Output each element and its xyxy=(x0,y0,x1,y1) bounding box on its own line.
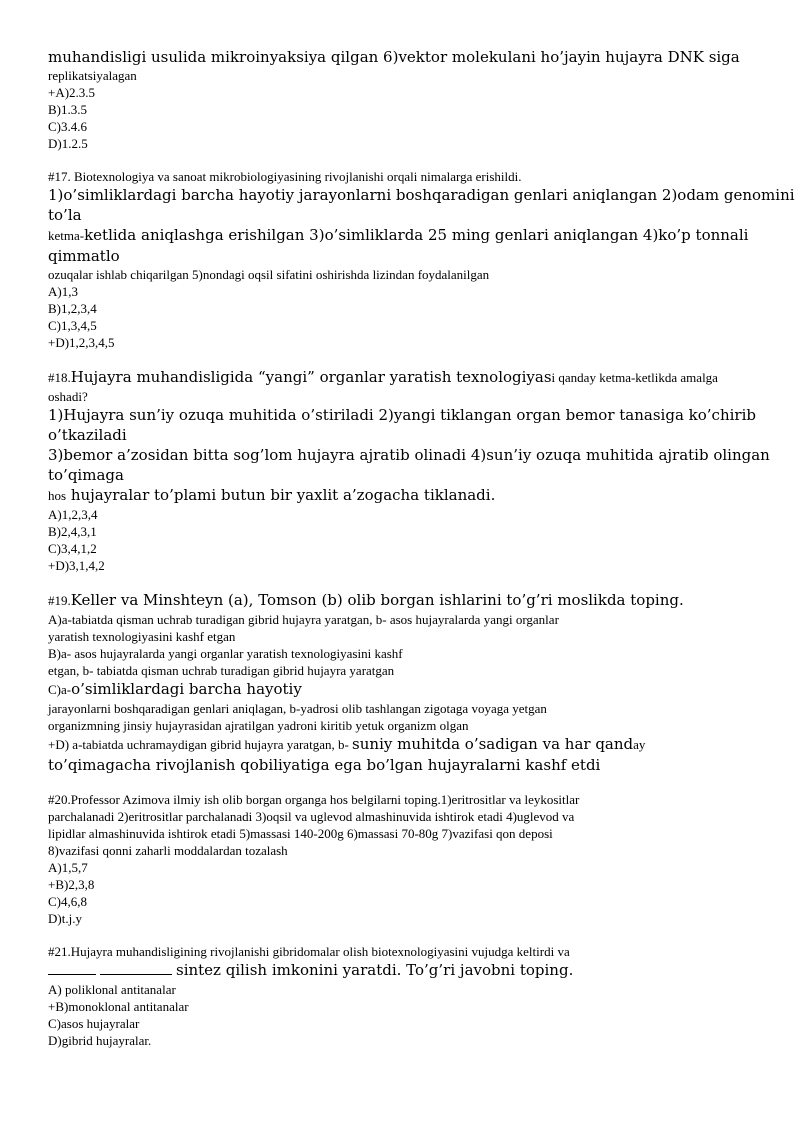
q16-text-line-1: muhandisligi usulida mikroinyaksiya qilgan 6)vektor molekulani ho’jayin hujayra DNK siga xyxy=(48,48,740,66)
q20-text-line-4: 8)vazifasi qonni zaharli moddalardan tozalash xyxy=(48,843,288,858)
q18-option-c: C)3,4,1,2 xyxy=(48,541,97,556)
q17-line-3-rest: ketlida aniqlashga erishilgan 3)o’simliklarda 25 ming genlari aniqlangan 4)ko’p tonnali xyxy=(84,226,749,244)
question-21 xyxy=(48,943,758,1049)
q17-text-line-2: to’la xyxy=(48,206,82,224)
q19-option-c-rest: o’simliklardagi barcha hayotiy xyxy=(71,680,302,698)
q20-text-line-3: lipidlar almashinuvida ishtirok etadi 5)massasi 140-200g 6)massasi 70-80g 7)vazifasi qon deposi xyxy=(48,826,553,841)
q18-heading-main: Hujayra muhandisligida “yangi” organlar yaratish texnologiyas xyxy=(70,368,552,386)
q18-line-5-rest: hujayralar to’plami butun bir yaxlit a’zogacha tiklanadi. xyxy=(66,486,496,504)
q19-option-c-line-3: organizmning jinsiy hujayrasidan ajratilgan yadroni kiritib yetuk organizm olgan xyxy=(48,718,469,733)
q21-blank-2 xyxy=(100,962,172,975)
q17-option-d: +D)1,2,3,4,5 xyxy=(48,335,115,350)
q16-option-c: C)3.4.6 xyxy=(48,119,87,134)
q19-option-d-line-1 xyxy=(48,734,758,755)
q19-heading-main: Keller va Minshteyn (a), Tomson (b) olib borgan ishlarini to’g’ri moslikda toping. xyxy=(70,591,684,609)
q17-text-line-4: qimmatlo xyxy=(48,247,120,265)
q17-heading: #17. Biotexnologiya va sanoat mikrobiologiyasining rivojlanishi orqali nimalarga erishildi. xyxy=(48,169,522,184)
q20-option-d: D)t.j.y xyxy=(48,911,82,926)
q19-option-b-line-2: etgan, b- tabiatda qisman uchrab turadigan gibrid hujayra yaratgan xyxy=(48,663,395,678)
q18-heading-line-2: oshadi? xyxy=(48,389,88,404)
q18-option-b: B)2,4,3,1 xyxy=(48,524,97,539)
q20-option-c: C)4,6,8 xyxy=(48,894,87,909)
q18-option-a: A)1,2,3,4 xyxy=(48,507,98,522)
q18-text-line-5 xyxy=(48,485,758,506)
q20-text-line-1: #20.Professor Azimova ilmiy ish olib borgan organga hos belgilarni toping.1)eritrositlar va leykositlar xyxy=(48,792,580,807)
question-16-tail xyxy=(48,47,758,152)
q21-text-line-2-rest: sintez qilish imkonini yaratdi. To’g’ri javobni toping. xyxy=(176,961,574,979)
q20-option-b: +B)2,3,8 xyxy=(48,877,95,892)
q18-text-line-4: to’qimaga xyxy=(48,466,124,484)
q18-option-d: +D)3,1,4,2 xyxy=(48,558,105,573)
q17-option-b: B)1,2,3,4 xyxy=(48,301,97,316)
question-20 xyxy=(48,791,758,927)
q18-heading-tail: i qanday ketma-ketlikda amalga xyxy=(551,370,718,385)
q19-option-a-line-1: A)a-tabiatda qisman uchrab turadigan gibrid hujayra yaratgan, b- asos hujayralarda yangi organlar xyxy=(48,612,559,627)
q18-heading xyxy=(48,367,758,388)
q17-option-a: A)1,3 xyxy=(48,284,78,299)
q19-option-b-line-1: B)a- asos hujayralarda yangi organlar yaratish texnologiyasini kashf xyxy=(48,646,403,661)
q19-option-a-line-2: yaratish texnologiyasini kashf etgan xyxy=(48,629,236,644)
q19-option-d-line-2: to’qimagacha rivojlanish qobiliyatiga ega bo’lgan hujayralarni kashf etdi xyxy=(48,756,601,774)
q17-text-line-5: ozuqalar ishlab chiqarilgan 5)nondagi oqsil sifatini oshirishda lizindan foydalanilgan xyxy=(48,267,490,282)
q21-option-a: A) poliklonal antitanalar xyxy=(48,982,176,997)
q21-option-c: C)asos hujayralar xyxy=(48,1016,140,1031)
q17-option-c: C)1,3,4,5 xyxy=(48,318,97,333)
q18-text-line-3: 3)bemor a’zosidan bitta sog’lom hujayra ajratib olinadi 4)sun’iy ozuqa muhitida ajratib olingan xyxy=(48,446,770,464)
q17-text-line-1: 1)o’simliklardagi barcha hayotiy jarayonlarni boshqaradigan genlari aniqlangan 2)odam genomini xyxy=(48,186,795,204)
q21-blank-1 xyxy=(48,962,96,975)
q21-option-b: +B)monoklonal antitanalar xyxy=(48,999,189,1014)
q18-line-5-prefix: hos xyxy=(48,488,67,503)
q16-option-b: B)1.3.5 xyxy=(48,102,87,117)
question-18 xyxy=(48,367,770,574)
q16-text-line-2: replikatsiyalagan xyxy=(48,68,137,83)
q18-number: #18. xyxy=(48,370,71,385)
q20-text-line-2: parchalanadi 2)eritrositlar parchalanadi 3)oqsil va uglevod almashinuvida ishtirok etadi 4)uglevod va xyxy=(48,809,575,824)
q20-option-a: A)1,5,7 xyxy=(48,860,88,875)
question-17 xyxy=(48,168,795,351)
q19-number: #19. xyxy=(48,593,71,608)
q19-option-d-main: suniy muhitda o’sadigan va har qand xyxy=(352,735,634,753)
q17-text-line-3 xyxy=(48,225,758,246)
q21-option-d: D)gibrid hujayralar. xyxy=(48,1033,152,1048)
q19-heading xyxy=(48,590,758,611)
q19-option-d-prefix: +D) a-tabiatda uchramaydigan gibrid hujayra yaratgan, b- xyxy=(48,737,353,752)
q19-option-c-prefix: C)a- xyxy=(48,682,72,697)
question-19 xyxy=(48,590,758,775)
q19-option-d-tail: ay xyxy=(633,737,646,752)
q16-option-a: +A)2.3.5 xyxy=(48,85,96,100)
q19-option-c-line-1 xyxy=(48,679,758,700)
q17-line-3-prefix: ketma- xyxy=(48,228,85,243)
q16-option-d: D)1.2.5 xyxy=(48,136,88,151)
document-page xyxy=(48,47,795,1049)
q18-text-line-2: o’tkaziladi xyxy=(48,426,127,444)
q21-text-line-2 xyxy=(48,960,758,981)
q19-option-c-line-2: jarayonlarni boshqaradigan genlari aniqlagan, b-yadrosi olib tashlangan zigotaga voyaga yetgan xyxy=(48,701,547,716)
q18-text-line-1: 1)Hujayra sun’iy ozuqa muhitida o’stiriladi 2)yangi tiklangan organ bemor tanasiga ko’chirib xyxy=(48,406,756,424)
q21-text-line-1: #21.Hujayra muhandisligining rivojlanishi gibridomalar olish biotexnologiyasini vujudga keltirdi va xyxy=(48,944,570,959)
